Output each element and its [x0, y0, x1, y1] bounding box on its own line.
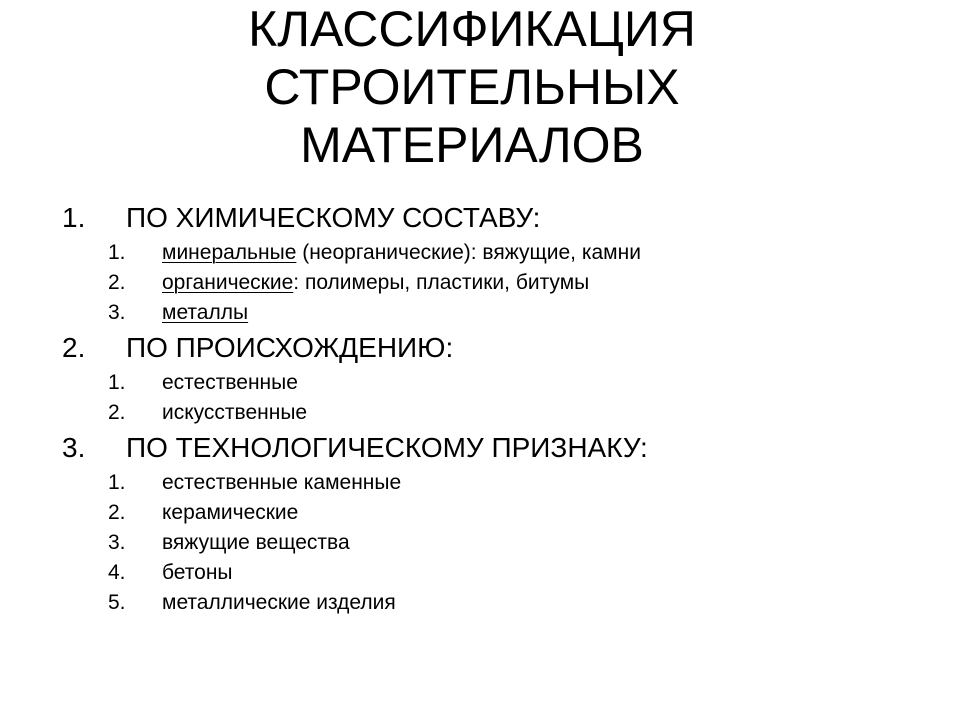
- item-text: металлические изделия: [162, 591, 396, 614]
- title-line-2: СТРОИТЕЛЬНЫХ: [264, 59, 680, 115]
- list-item: [0, 588, 960, 618]
- item-text: [162, 238, 641, 268]
- list-item: [0, 368, 960, 398]
- slide-title: [0, 0, 944, 174]
- list-item: [0, 498, 960, 528]
- list-item: [0, 238, 960, 268]
- section-origin: [0, 328, 960, 368]
- item-number: 2.: [108, 501, 126, 524]
- title-line-1: КЛАССИФИКАЦИЯ: [248, 1, 696, 57]
- section-technological-feature: [0, 428, 960, 468]
- item-text: искусственные: [162, 401, 308, 424]
- item-text: естественные каменные: [162, 471, 402, 494]
- classification-outline: [0, 198, 960, 618]
- item-number: 2.: [108, 401, 126, 424]
- list-item: [0, 398, 960, 428]
- item-text: [162, 298, 248, 328]
- section-label: ПО ХИМИЧЕСКОМУ СОСТАВУ:: [126, 202, 541, 233]
- item-text: вяжущие вещества: [162, 531, 350, 554]
- section-number: 1.: [62, 202, 86, 233]
- item-key-term: металлы: [162, 301, 249, 324]
- item-text: керамические: [162, 501, 299, 524]
- item-number: 1.: [108, 241, 126, 264]
- item-text: [162, 268, 589, 298]
- section-number: 3.: [62, 432, 86, 463]
- list-item: [0, 468, 960, 498]
- section-label: ПО ПРОИСХОЖДЕНИЮ:: [126, 332, 454, 363]
- item-number: 2.: [108, 271, 126, 294]
- list-item: [0, 558, 960, 588]
- section-chemical-composition: [0, 198, 960, 238]
- item-number: 4.: [108, 561, 126, 584]
- list-item: [0, 298, 960, 328]
- item-number: 5.: [108, 591, 126, 614]
- section-number: 2.: [62, 332, 86, 363]
- item-number: 1.: [108, 471, 126, 494]
- title-line-3: МАТЕРИАЛОВ: [300, 117, 644, 173]
- list-item: [0, 528, 960, 558]
- list-item: [0, 268, 960, 298]
- section-label: ПО ТЕХНОЛОГИЧЕСКОМУ ПРИЗНАКУ:: [126, 432, 648, 463]
- item-number: 1.: [108, 371, 126, 394]
- item-text: бетоны: [162, 561, 233, 584]
- item-number: 3.: [108, 301, 126, 324]
- item-key-term: минеральные: [162, 241, 297, 264]
- item-text: естественные: [162, 371, 298, 394]
- item-number: 3.: [108, 531, 126, 554]
- item-key-term: органические: [162, 271, 294, 294]
- item-rest: : полимеры, пластики, битумы: [293, 271, 590, 294]
- item-rest: (неорганические): вяжущие, камни: [296, 241, 641, 264]
